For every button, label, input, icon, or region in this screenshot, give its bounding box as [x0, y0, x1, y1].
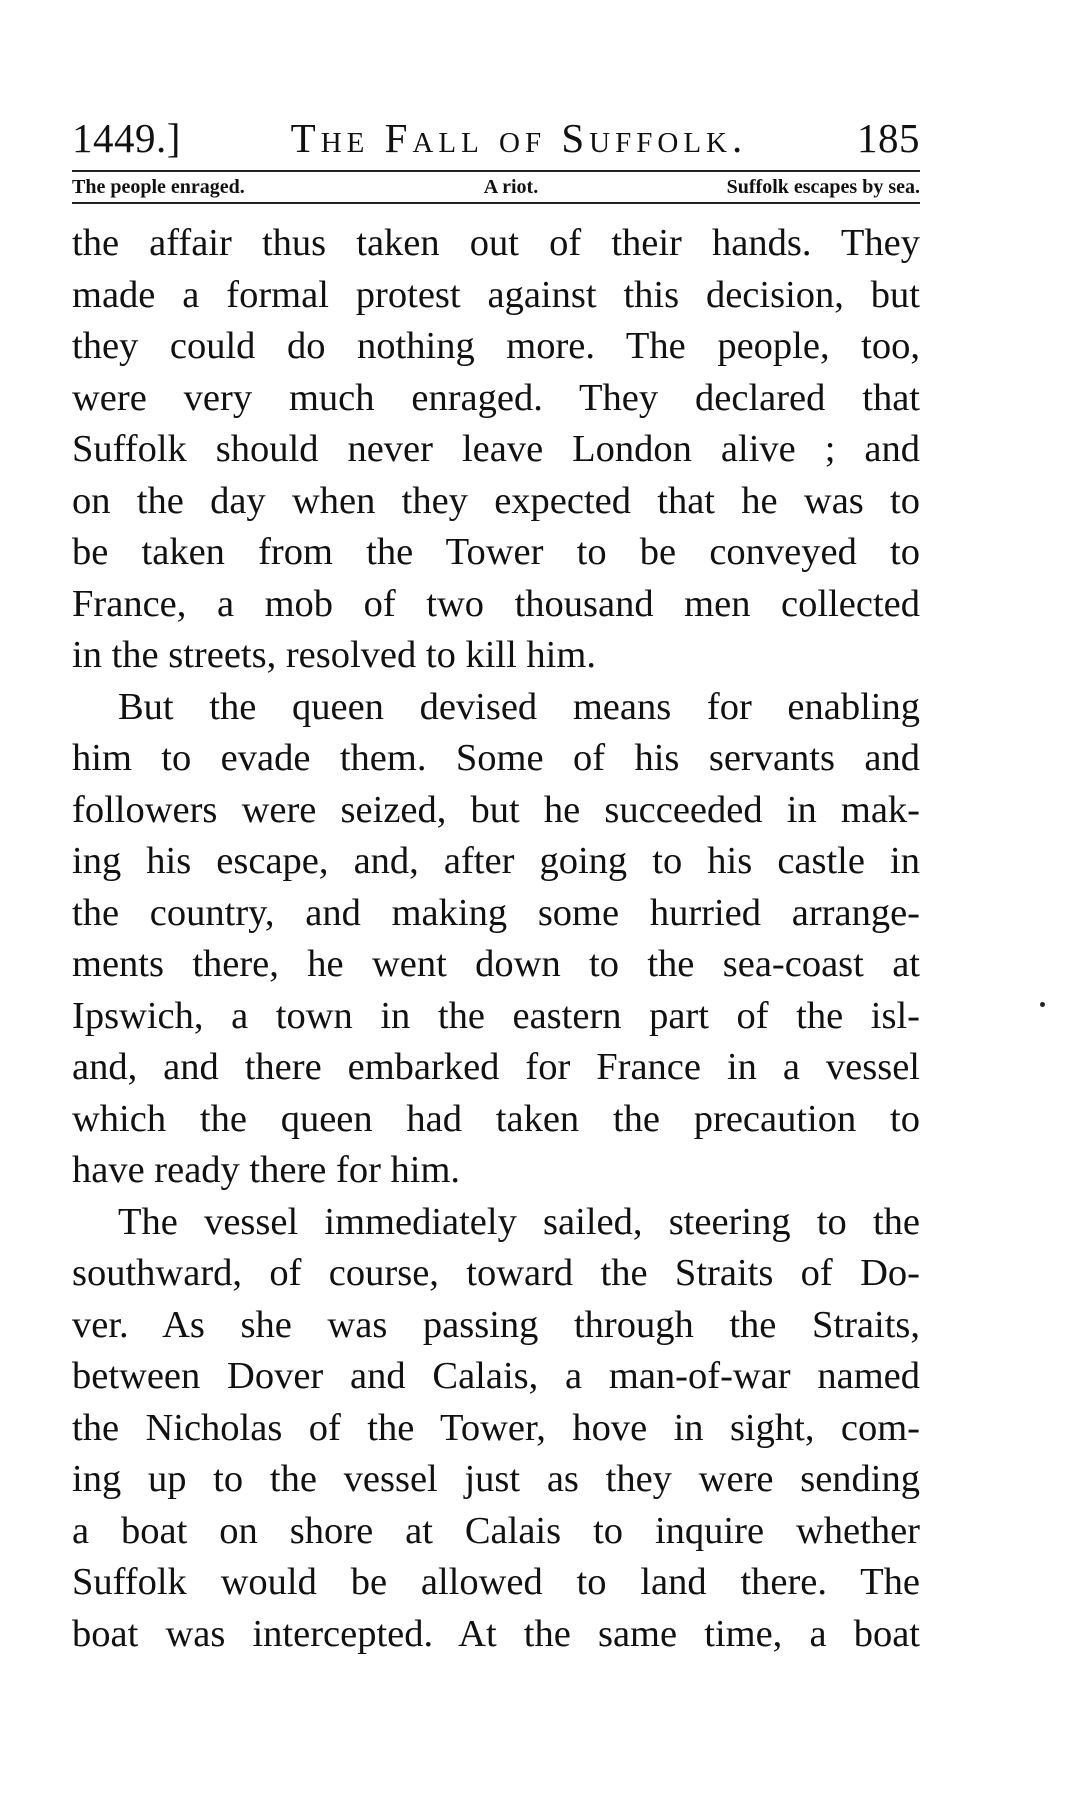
- text-line: which the queen had taken the precaution to: [72, 1097, 920, 1140]
- page-number: 185: [857, 115, 920, 161]
- text-line: Suffolk would be allowed to land there. The: [72, 1561, 920, 1603]
- text-line: between Dover and Calais, a man-of-war named: [72, 1355, 920, 1397]
- header-rule-bottom: [72, 202, 920, 204]
- text-line: boat was intercepted. At the same time, a boat: [72, 1612, 920, 1655]
- side-heads: [72, 172, 920, 202]
- side-head-right: Suffolk escapes by sea.: [726, 176, 920, 198]
- text-line: a boat on shore at Calais to inquire whether: [72, 1509, 920, 1552]
- paragraph-2: [72, 682, 920, 1197]
- text-line: ing up to the vessel just as they were sending: [72, 1458, 920, 1500]
- text-line: southward, of course, toward the Straits of Do-: [72, 1252, 920, 1294]
- text-line: have ready there for him.: [72, 1149, 461, 1191]
- text-line: Ipswich, a town in the eastern part of the isl-: [72, 994, 920, 1037]
- text-line: the country, and making some hurried arrange-: [72, 891, 920, 934]
- text-line: ments there, he went down to the sea-coast at: [72, 943, 920, 985]
- text-line: were very much enraged. They declared that: [72, 376, 920, 419]
- text-line: the Nicholas of the Tower, hove in sight, com-: [72, 1406, 920, 1449]
- body-text: [72, 218, 920, 1660]
- side-head-left: The people enraged.: [72, 176, 245, 198]
- text-line: The vessel immediately sailed, steering to the: [118, 1200, 920, 1243]
- book-page: [72, 112, 920, 1660]
- text-line: the affair thus taken out of their hands. They: [72, 222, 920, 264]
- text-line: Suffolk should never leave London alive ; and: [72, 428, 920, 470]
- paragraph-1: [72, 218, 920, 682]
- text-line: in the streets, resolved to kill him.: [72, 634, 596, 676]
- header-year: 1449.]: [72, 115, 181, 161]
- paragraph-3: [72, 1197, 920, 1661]
- print-speck: [1040, 1002, 1045, 1007]
- text-line: But the queen devised means for enabling: [118, 685, 920, 728]
- running-head: [72, 112, 920, 164]
- text-line: they could do nothing more. The people, too,: [72, 325, 920, 367]
- text-line: him to evade them. Some of his servants and: [72, 737, 920, 779]
- side-head-center: A riot.: [483, 176, 539, 198]
- text-line: and, and there embarked for France in a vessel: [72, 1046, 920, 1088]
- header-title: The Fall of Suffolk.: [290, 115, 748, 161]
- text-line: followers were seized, but he succeeded in mak-: [72, 788, 920, 831]
- text-line: ver. As she was passing through the Straits,: [72, 1303, 920, 1346]
- text-line: on the day when they expected that he was to: [72, 479, 920, 522]
- text-line: be taken from the Tower to be conveyed to: [72, 531, 920, 573]
- text-line: France, a mob of two thousand men collected: [72, 582, 920, 625]
- text-line: made a formal protest against this decision, but: [72, 273, 920, 316]
- text-line: ing his escape, and, after going to his castle in: [72, 840, 920, 882]
